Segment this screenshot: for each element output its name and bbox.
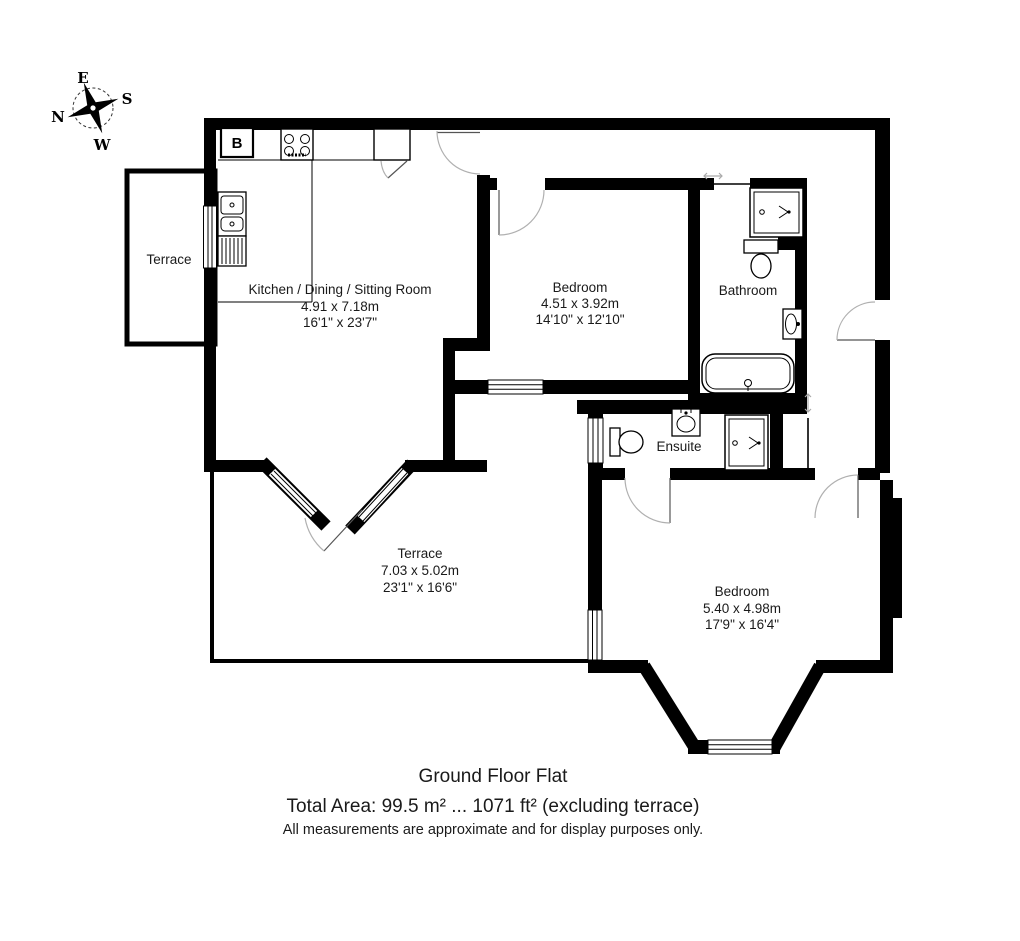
room-name: Terrace (397, 546, 443, 561)
entrance-door-swing (837, 302, 875, 340)
bathroom-label: Bathroom (718, 283, 778, 298)
room-dims-imperial: 16'1" x 23'7" (302, 315, 378, 330)
bedroom2-label (703, 584, 781, 632)
door-swing (499, 190, 544, 235)
plan-title: Ground Floor Flat (418, 766, 568, 787)
boiler-box (221, 128, 253, 157)
room-dims-metric: 5.40 x 4.98m (702, 601, 782, 616)
window (488, 380, 543, 394)
room-name: Bedroom (552, 280, 608, 295)
window (708, 740, 772, 754)
room-name: Bedroom (714, 584, 770, 599)
room-dims-metric: 7.03 x 5.02m (380, 563, 460, 578)
main-terrace-label (381, 546, 459, 595)
room-dims-imperial: 23'1" x 16'6" (382, 580, 458, 595)
room-dims-imperial: 17'9" x 16'4" (704, 617, 780, 632)
hob-icon (281, 129, 313, 160)
ensuite-label: Ensuite (656, 439, 702, 454)
room-dims-metric: 4.91 x 7.18m (300, 299, 380, 314)
angled-window (262, 462, 326, 526)
room-name: Kitchen / Dining / Sitting Room (248, 282, 432, 297)
room-dims-metric: 4.51 x 3.92m (540, 296, 620, 311)
bedroom1-label (535, 280, 624, 327)
side-terrace-label: Terrace (146, 252, 192, 267)
kitchen-label (248, 282, 431, 330)
disclaimer: All measurements are approximate and for display purposes only. (282, 822, 704, 838)
shower-icon (725, 415, 768, 470)
boiler-label: B (231, 135, 243, 152)
kitchen-units (218, 128, 410, 302)
window (588, 610, 602, 660)
compass-east-label: E (77, 69, 89, 87)
toilet-icon (610, 428, 643, 456)
compass-south-label: S (121, 90, 133, 108)
toilet-icon (744, 240, 778, 278)
door-swing (437, 131, 480, 174)
room-labels (146, 252, 781, 632)
door-swing (625, 478, 670, 523)
compass-north-label: N (51, 108, 65, 126)
compass-west-label: W (93, 136, 111, 154)
angled-window (350, 464, 412, 530)
footer (283, 766, 703, 838)
sink-icon (218, 192, 246, 266)
window (204, 206, 217, 268)
door-swing (815, 475, 858, 518)
total-area: Total Area: 99.5 m² ... 1071 ft² (excluding terrace) (286, 796, 700, 817)
compass-rose (51, 69, 132, 154)
room-dims-imperial: 14'10" x 12'10" (535, 312, 625, 327)
shower-icon (750, 188, 803, 237)
basin-icon (672, 409, 700, 436)
appliance-icon (374, 129, 410, 178)
bathtub-icon (702, 354, 794, 393)
window (588, 418, 603, 463)
basin-icon (783, 309, 802, 339)
